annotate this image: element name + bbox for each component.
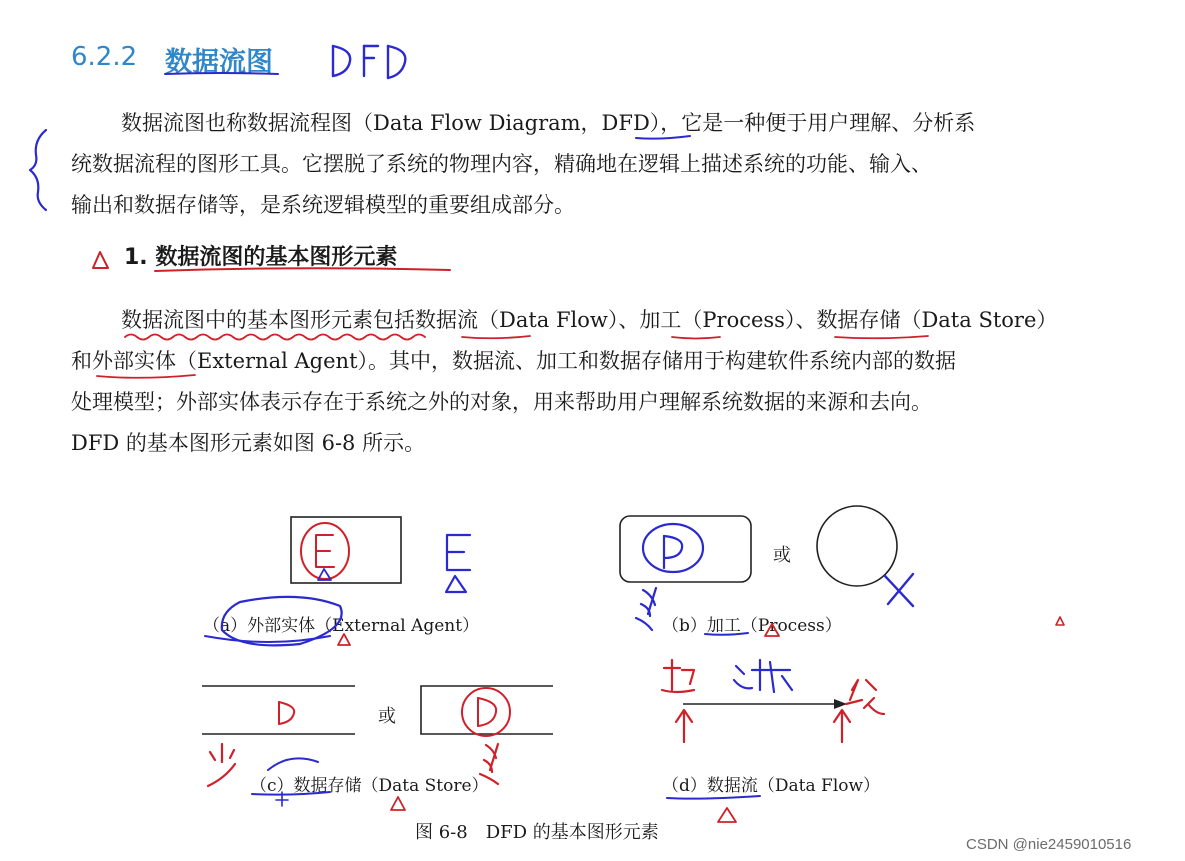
- annotation-wavy-underline: [125, 335, 425, 340]
- annotation-underline-process: [672, 337, 720, 339]
- annotation-underline-agent: [97, 375, 195, 378]
- annotation-underline-process-caption: [705, 633, 748, 635]
- caption-data-store: （c）数据存储（Data Store）: [250, 776, 489, 796]
- paragraph-line: 处理模型；外部实体表示存在于系统之外的对象，用来帮助用户理解系统数据的来源和去向。: [71, 390, 932, 414]
- annotation-swoop: [268, 758, 318, 770]
- annotation-subheading-underline: [155, 268, 450, 271]
- section-title: 数据流图: [165, 47, 273, 78]
- paragraph-line: 数据流图也称数据流程图（Data Flow Diagram，DFD），它是一种便于用户理解、分析系: [121, 111, 976, 135]
- caption-process: （b）加工（Process）: [662, 616, 842, 636]
- annotation-title-underline: [165, 73, 278, 74]
- annotation-x-mark: [885, 574, 913, 606]
- annotation-dfd-heading: [333, 46, 405, 78]
- annotation-d-circle: [462, 688, 510, 736]
- annotation-brace: [30, 130, 46, 210]
- annotation-arrow-up-end: [834, 710, 850, 742]
- paragraph-line: 和外部实体（External Agent）。其中，数据流、加工和数据存储用于构建软件系统内部的数据: [71, 349, 957, 373]
- annotation-han-zhong: [846, 680, 884, 714]
- annotation-triangle-icon: [391, 797, 405, 810]
- annotation-triangle-icon: [93, 252, 108, 268]
- caption-external-agent: （a）外部实体（External Agent）: [203, 616, 480, 636]
- subsection-heading: 1. 数据流图的基本图形元素: [124, 245, 398, 270]
- annotation-arrow-up-start: [676, 710, 692, 742]
- annotation-e-blue: [446, 535, 470, 592]
- annotation-p-circle: [643, 524, 703, 572]
- annotation-underline-store-caption: [252, 792, 330, 795]
- paragraph-line: 统数据流程的图形工具。它摆脱了系统的物理内容，精确地在逻辑上描述系统的功能、输入、: [71, 152, 932, 176]
- figure-caption: 图 6-8 DFD 的基本图形元素: [415, 822, 659, 843]
- annotation-triangle-icon: [338, 634, 350, 645]
- annotation-dfd-underline: [636, 136, 690, 139]
- annotation-triangle-icon: [1056, 617, 1064, 625]
- paragraph-line: 输出和数据存储等，是系统逻辑模型的重要组成部分。: [71, 193, 575, 217]
- annotation-underline-dataflow-caption: [667, 796, 760, 799]
- annotation-han-shao: [208, 744, 235, 786]
- annotation-triangle-icon: [765, 624, 779, 636]
- annotation-han-duo-red: [480, 744, 498, 784]
- annotation-triangle-icon: [718, 808, 736, 822]
- section-number: 6.2.2: [71, 42, 138, 72]
- paragraph-line: DFD 的基本图形元素如图 6-8 所示。: [71, 431, 426, 455]
- paragraph-line: 数据流图中的基本图形元素包括数据流（Data Flow）、加工（Process）、数据存储（Data Store）: [121, 308, 1058, 332]
- annotation-d-red: [279, 702, 294, 724]
- annotation-underline-dataflow: [462, 336, 530, 338]
- caption-data-flow: （d）数据流（Data Flow）: [662, 776, 881, 796]
- annotation-han-duo-blue: [636, 588, 656, 630]
- or-label-process: 或: [773, 545, 791, 566]
- annotation-han-mingcheng: [734, 660, 792, 692]
- or-label-store: 或: [378, 706, 396, 727]
- watermark: CSDN @nie2459010516: [966, 836, 1132, 853]
- annotation-han-qi: [662, 660, 694, 692]
- annotation-underline-store: [835, 336, 928, 338]
